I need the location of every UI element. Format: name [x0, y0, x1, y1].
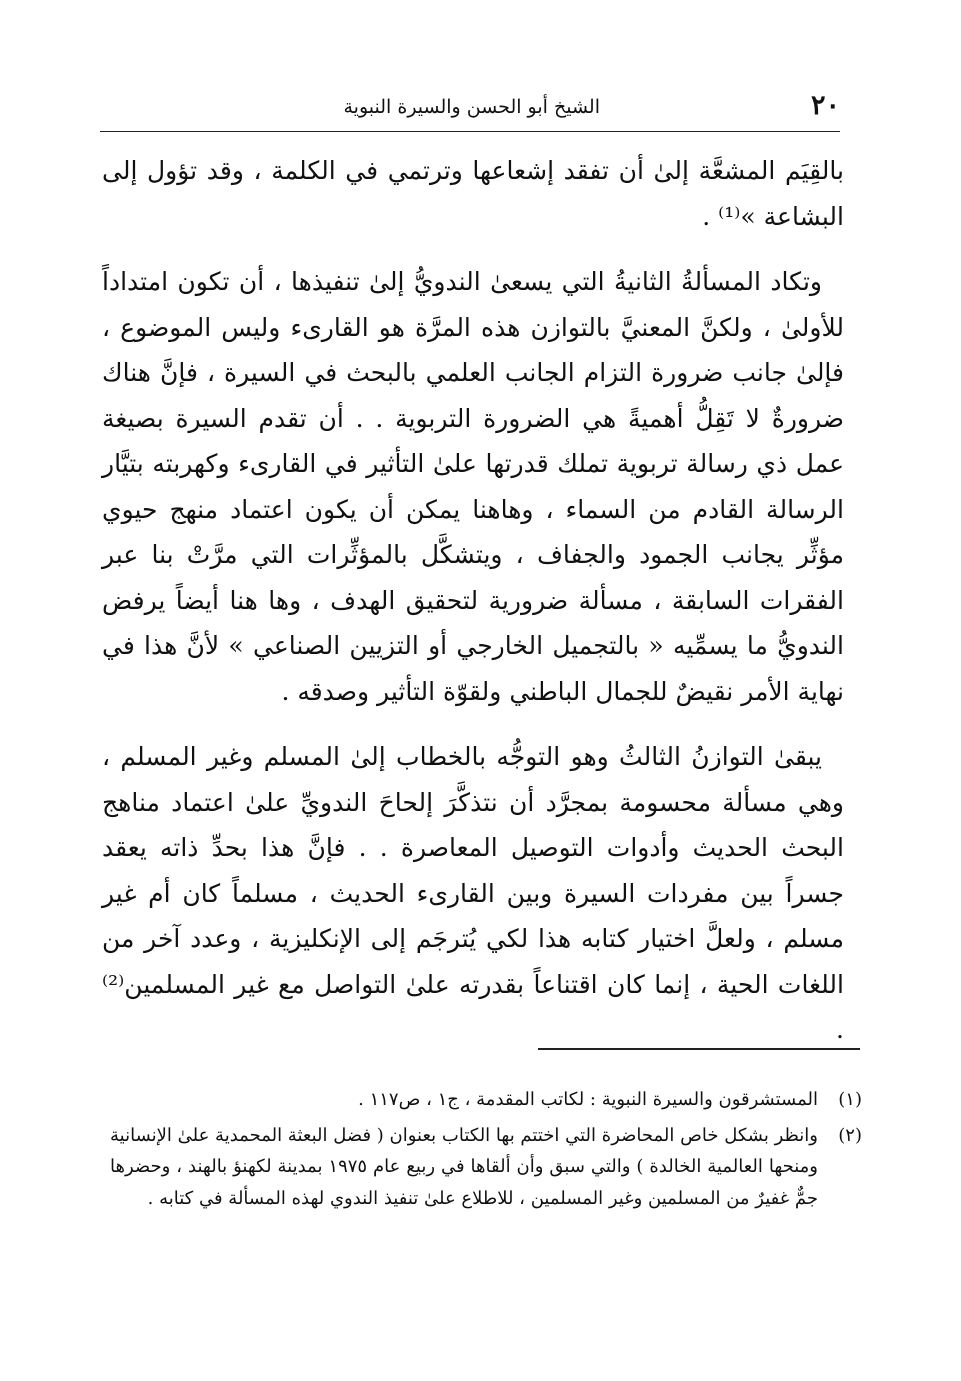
paragraph-3: يبقىٰ التوازنُ الثالثُ وهو التوجُّه بالخطاب إلىٰ المسلم وغير المسلم ، وهي مسألة محسومة بمجرَّد أن نتذكَّرَ إلحاحَ الندويِّ علىٰ اعتماد مناهج البحث الحديث وأدوات التوصيل المعاصرة . . فإنَّ هذا بحدِّ ذاته يعقد جسراً بين مفردات السيرة وبين القارىء الحديث ، مسلماً كان أم غير مسلم ، ولعلَّ اختيار كتابه هذا لكي يُترجَم إلى الإنكليزية ، وعدد آخر من اللغات الحية ، إنما كان اقتناعاً بقدرته علىٰ التواصل مع غير المسلمين⁽²⁾ .	[102, 742, 844, 1044]
paragraph-2: وتكاد المسألةُ الثانيةُ التي يسعىٰ الندويُّ إلىٰ تنفيذها ، أن تكون امتداداً للأولىٰ ، ولكنَّ المعنيَّ بالتوازن هذه المرَّة هو القارىء وليس الموضوع ، فإلىٰ جانب ضرورة التزام الجانب العلمي بالبحث في السيرة ، فإنَّ هناك ضرورةٌ لا تَقِلُّ أهميةً هي الضرورة التربوية . . أن تقدم السيرة بصيغة عمل ذي رسالة تربوية تملك قدرتها علىٰ التأثير في القارىء وكهربته بتيَّار الرسالة القادم من السماء ، وهاهنا يمكن أن يكون اعتماد منهج حيوي مؤثِّر يجانب الجمود والجفاف ، ويتشكَّل بالمؤثِّرات التي مرَّتْ بنا عبر الفقرات السابقة ، مسألة ضرورية لتحقيق الهدف ، وها هنا أيضاً يرفض الندويُّ ما يسمِّيه « بالتجميل الخارجي أو التزيين الصناعي » لأنَّ هذا في نهاية الأمر نقيضٌ للجمال الباطني ولقوّة التأثير وصدقه .	[102, 267, 845, 706]
body-text	[102, 148, 844, 1053]
footnote-number: (١)	[838, 1089, 862, 1110]
footnote-text: المستشرقون والسيرة النبوية : لكاتب المقدمة ، ج١ ، ص١١٧ .	[358, 1089, 818, 1110]
footnote-text: وانظر بشكل خاص المحاضرة التي اختتم بها الكتاب بعنوان ( فضل البعثة المحمدية علىٰ الإنسانية ومنحها العالمية الخالدة ) والتي سبق وأن ألقاها في ربيع عام ١٩٧٥ بمدينة لكهنؤ بالهند ، وحضرها جمٌّ غفيرٌ من المسلمين وغير المسلمين ، للاطلاع علىٰ تنفيذ الندوي لهذه المسألة في كتابه .	[110, 1124, 818, 1209]
footnotes	[110, 1084, 862, 1218]
header-rule	[100, 131, 840, 132]
footnote-1	[110, 1084, 862, 1116]
footnote-2	[110, 1120, 862, 1215]
footnote-number: (٢)	[838, 1124, 862, 1146]
paragraph-1: بالقِيَم المشعَّة إلىٰ أن تفقد إشعاعها وترتمي في الكلمة ، وقد تؤول إلى البشاعة »⁽¹⁾ .	[102, 156, 844, 231]
running-title: الشيخ أبو الحسن والسيرة النبوية	[343, 96, 600, 118]
page-number: ٢٠	[810, 90, 840, 121]
footnote-rule	[538, 1048, 860, 1050]
page-header	[100, 86, 840, 126]
